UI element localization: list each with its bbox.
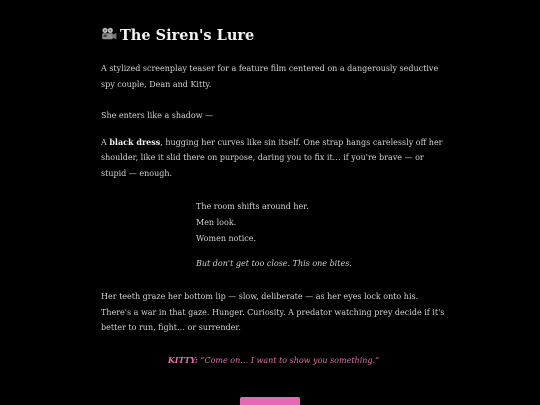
continue-button[interactable] <box>240 397 300 405</box>
dialogue-line: “Come on… I want to show you something.” <box>200 355 380 365</box>
warning-line: But don't get too close. This one bites. <box>196 259 352 268</box>
room-line: Women notice. <box>196 234 257 243</box>
kitty-dialogue <box>101 353 446 369</box>
dress-paragraph <box>101 135 446 182</box>
dress-prefix: A <box>101 137 110 147</box>
intro-paragraph: A stylized screenplay teaser for a feature film centered on a dangerously seductive spy couple, Dean and Kitty. <box>101 64 439 89</box>
title-text: The Siren's Lure <box>120 27 255 44</box>
room-line: Men look. <box>196 218 237 227</box>
dress-emphasis: black dress <box>109 136 161 147</box>
speaker-name: KITTY: <box>167 354 198 365</box>
dress-description: , hugging her curves like sin itself. One strap hangs carelessly off her shoulder, like it slid there on purpose, daring you to fix it… if you're brave — or stupid — enough. <box>101 137 443 178</box>
gaze-paragraph: Her teeth graze her bottom lip — slow, deliberate — as her eyes lock onto his. There's a war in that gaze. Hunger. Curiosity. A predator watching prey decide if it's better to run, fight… or surrender. <box>101 292 445 332</box>
page-title <box>101 26 446 46</box>
scene-entrance-line: She enters like a shadow — <box>101 111 214 120</box>
screenplay-content <box>101 26 446 368</box>
film-projector-icon <box>101 27 117 41</box>
room-reaction-block <box>196 199 446 272</box>
room-line: The room shifts around her. <box>196 202 309 211</box>
